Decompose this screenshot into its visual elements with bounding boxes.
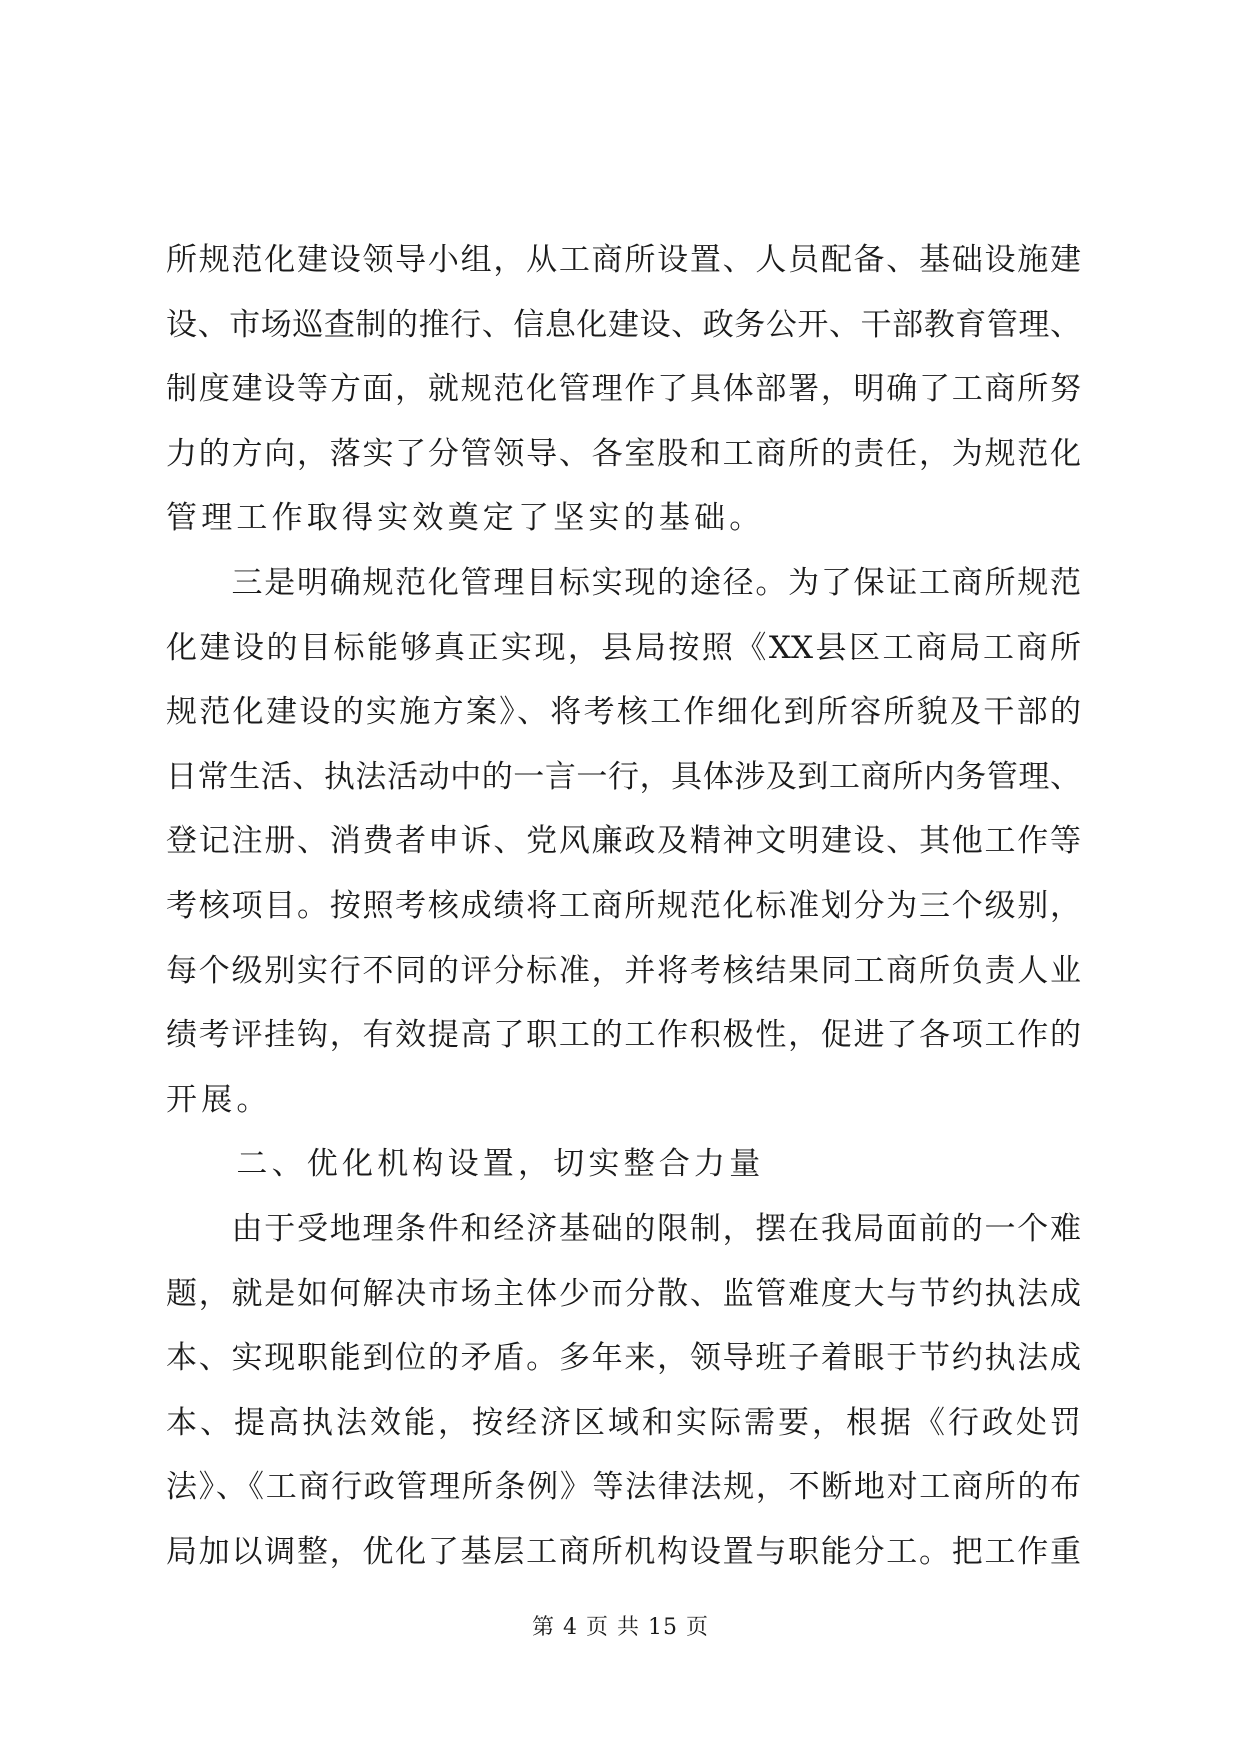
text-line: 力的方向，落实了分管领导、各室股和工商所的责任，为规范化 [166,435,1081,472]
text-line: 局加以调整，优化了基层工商所机构设置与职能分工。把工作重 [166,1533,1081,1570]
text-line: 三是明确规范化管理目标实现的途径。为了保证工商所规范 [166,564,1081,601]
page-number-footer: 第 4 页 共 15 页 [532,1615,709,1640]
text-line: 本、提高执法效能，按经济区域和实际需要，根据《行政处罚 [166,1404,1081,1441]
text-line: 法》、《工商行政管理所条例》等法律法规，不断地对工商所的布 [166,1469,1081,1506]
body-text [166,228,1081,1584]
text-line: 制度建设等方面，就规范化管理作了具体部署，明确了工商所努 [166,371,1081,408]
text-line: 绩考评挂钩，有效提高了职工的工作积极性，促进了各项工作的 [166,1017,1081,1054]
text-line: 日常生活、执法活动中的一言一行，具体涉及到工商所内务管理、 [166,758,1081,795]
text-line: 登记注册、消费者申诉、党风廉政及精神文明建设、其他工作等 [166,823,1081,860]
text-line: 每个级别实行不同的评分标准，并将考核结果同工商所负责人业 [166,952,1081,989]
text-line: 规范化建设的实施方案》、将考核工作细化到所容所貌及干部的 [166,694,1081,731]
text-line: 管理工作取得实效奠定了坚实的基础。 [166,500,765,537]
section-heading: 二、优化机构设置，切实整合力量 [166,1146,765,1183]
text-line: 由于受地理条件和经济基础的限制，摆在我局面前的一个难 [166,1210,1081,1247]
text-line: 题，就是如何解决市场主体少而分散、监管难度大与节约执法成 [166,1275,1081,1312]
text-line: 开展。 [166,1081,272,1118]
text-line: 化建设的目标能够真正实现，县局按照《XX县区工商局工商所 [166,629,1081,666]
text-line: 设、市场巡查制的推行、信息化建设、政务公开、干部教育管理、 [166,306,1081,343]
text-line: 考核项目。按照考核成绩将工商所规范化标准划分为三个级别， [166,887,1081,924]
text-line: 本、实现职能到位的矛盾。多年来，领导班子着眼于节约执法成 [166,1340,1081,1377]
text-line: 所规范化建设领导小组，从工商所设置、人员配备、基础设施建 [166,242,1081,278]
